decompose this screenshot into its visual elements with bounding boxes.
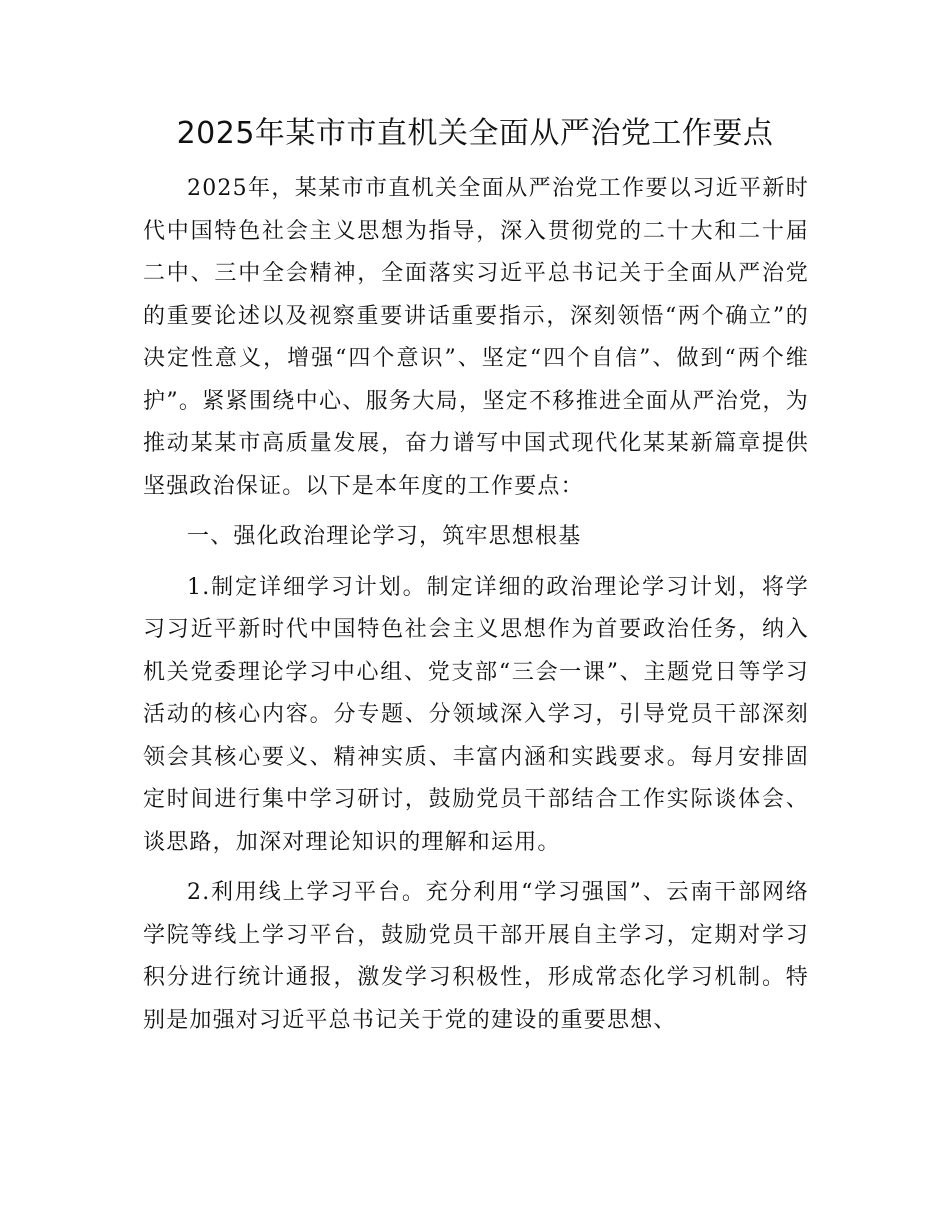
section-heading: 一、强化政治理论学习，筑牢思想根基 [187, 524, 582, 549]
intro-paragraph: 2025年，某某市市直机关全面从严治党工作要以习近平新时代中国特色社会主义思想为指导，深入贯彻党的二十大和二十届二中、三中全会精神，全面落实习近平总书记关于全面从严治党的重要论述以及视察重要讲话重要指示，深刻领悟“两个确立”的决定性意义，增强“四个意识”、坚定“四个自信”、做到“两个维护”。紧紧围绕中心、服务大局，坚定不移推进全面从严治党，为推动某某市高质量发展，奋力谱写中国式现代化某某新篇章提供坚强政治保证。以下是本年度的工作要点： [143, 176, 809, 499]
list-item: 1.制定详细学习计划。制定详细的政治理论学习计划，将学习习近平新时代中国特色社会主义思想作为首要政治任务，纳入机关党委理论学习中心组、党支部“三会一课”、主题党日等学习活动的核心内容。分专题、分领域深入学习，引导党员干部深刻领会其核心要义、精神实质、丰富内涵和实践要求。每月安排固定时间进行集中学习研讨，鼓励党员干部结合工作实际谈体会、谈思路，加深对理论知识的理解和运用。 [143, 574, 809, 855]
paragraph-gap [143, 508, 809, 516]
paragraph-gap [143, 559, 809, 567]
list-item: 2.利用线上学习平台。充分利用“学习强国”、云南干部网络学院等线上学习平台，鼓励党员干部开展自主学习，定期对学习积分进行统计通报，激发学习积极性，形成常态化学习机制。特别是加强对习近平总书记关于党的建设的重要思想、 [143, 880, 809, 1033]
document-body [143, 168, 809, 1042]
paragraph-gap [143, 864, 809, 872]
document-title: 2025年某市市直机关全面从严治党工作要点 [176, 116, 774, 151]
